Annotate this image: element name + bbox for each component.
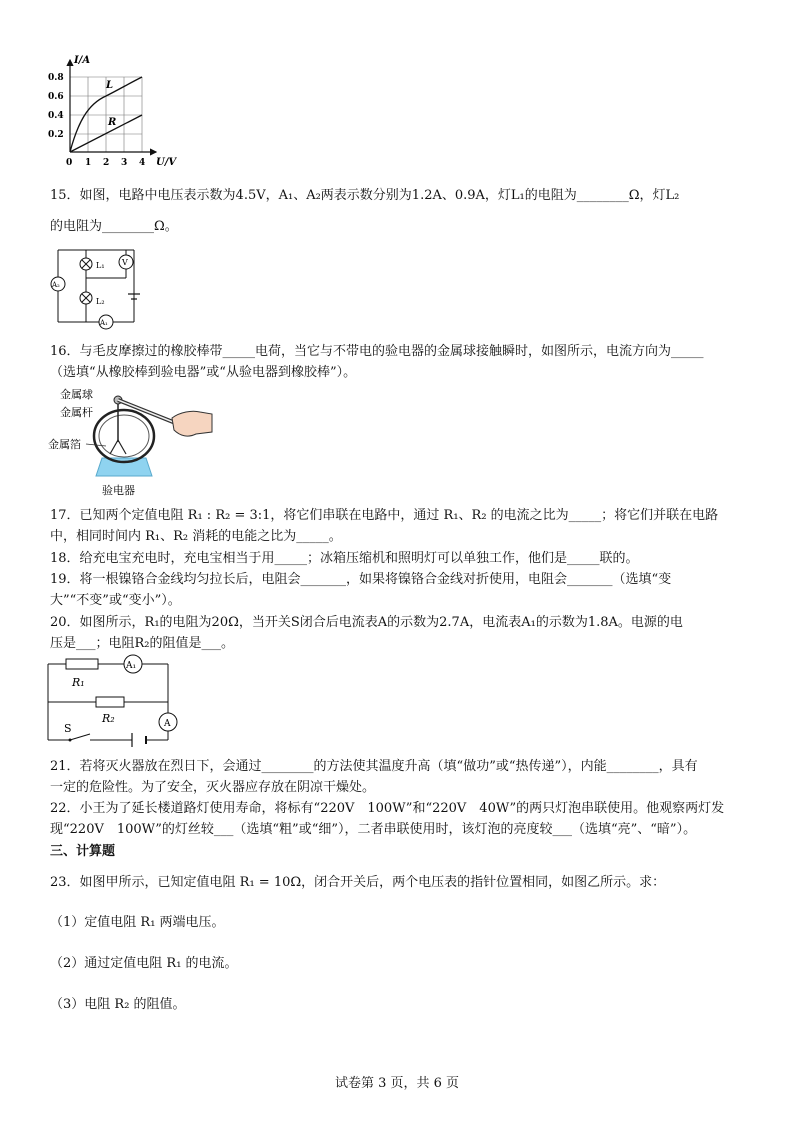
q15-circuit <box>46 244 146 332</box>
q19-line1: 19．将一根镍铬合金线均匀拉长后，电阻会_______，如果将镍铬合金线对折使用，电阻会_______（选填“变 <box>50 572 672 587</box>
q23-sub2: （2）通过定值电阻 R₁ 的电流。 <box>50 956 238 971</box>
x-tick: 4 <box>139 158 146 168</box>
svg-text:A₁: A₁ <box>100 319 108 327</box>
q17-line1: 17．已知两个定值电阻 R₁ : R₂ = 3:1，将它们串联在电路中，通过 R₁、R₂ 的电流之比为_____；将它们并联在电路 <box>50 508 719 523</box>
y-tick: 0.4 <box>48 111 64 121</box>
x-tick: 3 <box>121 158 128 168</box>
svg-text:验电器: 验电器 <box>102 484 135 497</box>
svg-text:L₁: L₁ <box>96 261 105 270</box>
svg-text:R₂: R₂ <box>102 712 115 725</box>
q16-line2: （选填“从橡胶棒到验电器”或“从验电器到橡胶棒”）。 <box>50 365 357 380</box>
metal-foil <box>110 440 126 454</box>
resistor-r2 <box>96 697 124 707</box>
y-tick: 0.6 <box>48 92 64 102</box>
q22-line2: 现“220V 100W”的灯丝较___（选填“粗”或“细”），二者串联使用时，该灯泡的亮度较___（选填“亮”、“暗”）。 <box>50 822 697 837</box>
electroscope-base <box>96 458 152 476</box>
section-title: 三、计算题 <box>50 844 116 859</box>
q20-line1: 20．如图所示，R₁的电阻为20Ω，当开关S闭合后电流表A的示数为2.7A，电流表A₁的示数为1.8A。电源的电 <box>50 615 683 630</box>
q15-line1: 15．如图，电路中电压表示数为4.5V，A₁、A₂两表示数分别为1.2A、0.9A，灯L₁的电阻为________Ω，灯L₂ <box>50 188 680 203</box>
q17-line2: 中，相同时间内 R₁、R₂ 消耗的电能之比为_____。 <box>50 529 342 544</box>
y-tick: 0.8 <box>48 73 64 83</box>
svg-text:A₁: A₁ <box>126 661 137 671</box>
q21-line2: 一定的危险性。为了安全，灭火器应存放在阴凉干燥处。 <box>50 780 376 795</box>
y-axis-label: I/A <box>74 55 91 66</box>
svg-text:S: S <box>64 722 72 735</box>
svg-text:A₂: A₂ <box>52 281 60 289</box>
iu-graph <box>44 52 184 170</box>
q21-line1: 21．若将灭火器放在烈日下，会通过________的方法使其温度升高（填“做功”或“热传递”），内能________，具有 <box>50 759 698 774</box>
q19-line2: 大”“不变”或“变小”）。 <box>50 593 181 608</box>
q20-line2: 压是___；电阻R₂的阻值是___。 <box>50 636 234 651</box>
curve-r-label: R <box>108 117 117 128</box>
q23-line1: 23．如图甲所示，已知定值电阻 R₁ = 10Ω，闭合开关后，两个电压表的指针位置相同，如图乙所示。求： <box>50 875 666 890</box>
q20-circuit <box>40 654 188 750</box>
curve-l-label: L <box>106 80 114 91</box>
hand <box>172 411 212 436</box>
svg-text:金属球: 金属球 <box>60 388 93 401</box>
y-tick: 0.2 <box>48 130 64 140</box>
q23-sub1: （1）定值电阻 R₁ 两端电压。 <box>50 915 225 930</box>
svg-text:L₂: L₂ <box>96 297 105 306</box>
x-tick: 1 <box>85 158 92 168</box>
lamp-l2 <box>80 292 92 304</box>
electroscope-figure <box>46 384 216 500</box>
svg-text:金属杆: 金属杆 <box>60 406 93 419</box>
q23-sub3: （3）电阻 R₂ 的阻值。 <box>50 997 186 1012</box>
svg-text:金属箔: 金属箔 <box>48 438 81 451</box>
q18-line1: 18．给充电宝充电时，充电宝相当于用_____；冰箱压缩机和照明灯可以单独工作，他们是_____联的。 <box>50 551 639 566</box>
q15-line2: 的电阻为________Ω。 <box>50 219 178 234</box>
svg-text:R₁: R₁ <box>72 676 85 689</box>
x-tick: 2 <box>103 158 110 168</box>
x-axis-label: U/V <box>156 157 177 168</box>
electroscope-jar <box>94 410 154 462</box>
svg-text:A: A <box>164 719 171 729</box>
q16-line1: 16．与毛皮摩擦过的橡胶棒带_____电荷，当它与不带电的验电器的金属球接触瞬时，如图所示，电流方向为_____ <box>50 344 704 359</box>
svg-text:V: V <box>122 258 128 267</box>
q22-line1: 22．小王为了延长楼道路灯使用寿命，将标有“220V 100W”和“220V 40W”的两只灯泡串联使用。他观察两灯发 <box>50 801 725 816</box>
page-footer: 试卷第 3 页，共 6 页 <box>334 1076 460 1091</box>
resistor-r1 <box>66 659 98 669</box>
lamp-l1 <box>80 258 92 270</box>
x-tick: 0 <box>66 158 73 168</box>
